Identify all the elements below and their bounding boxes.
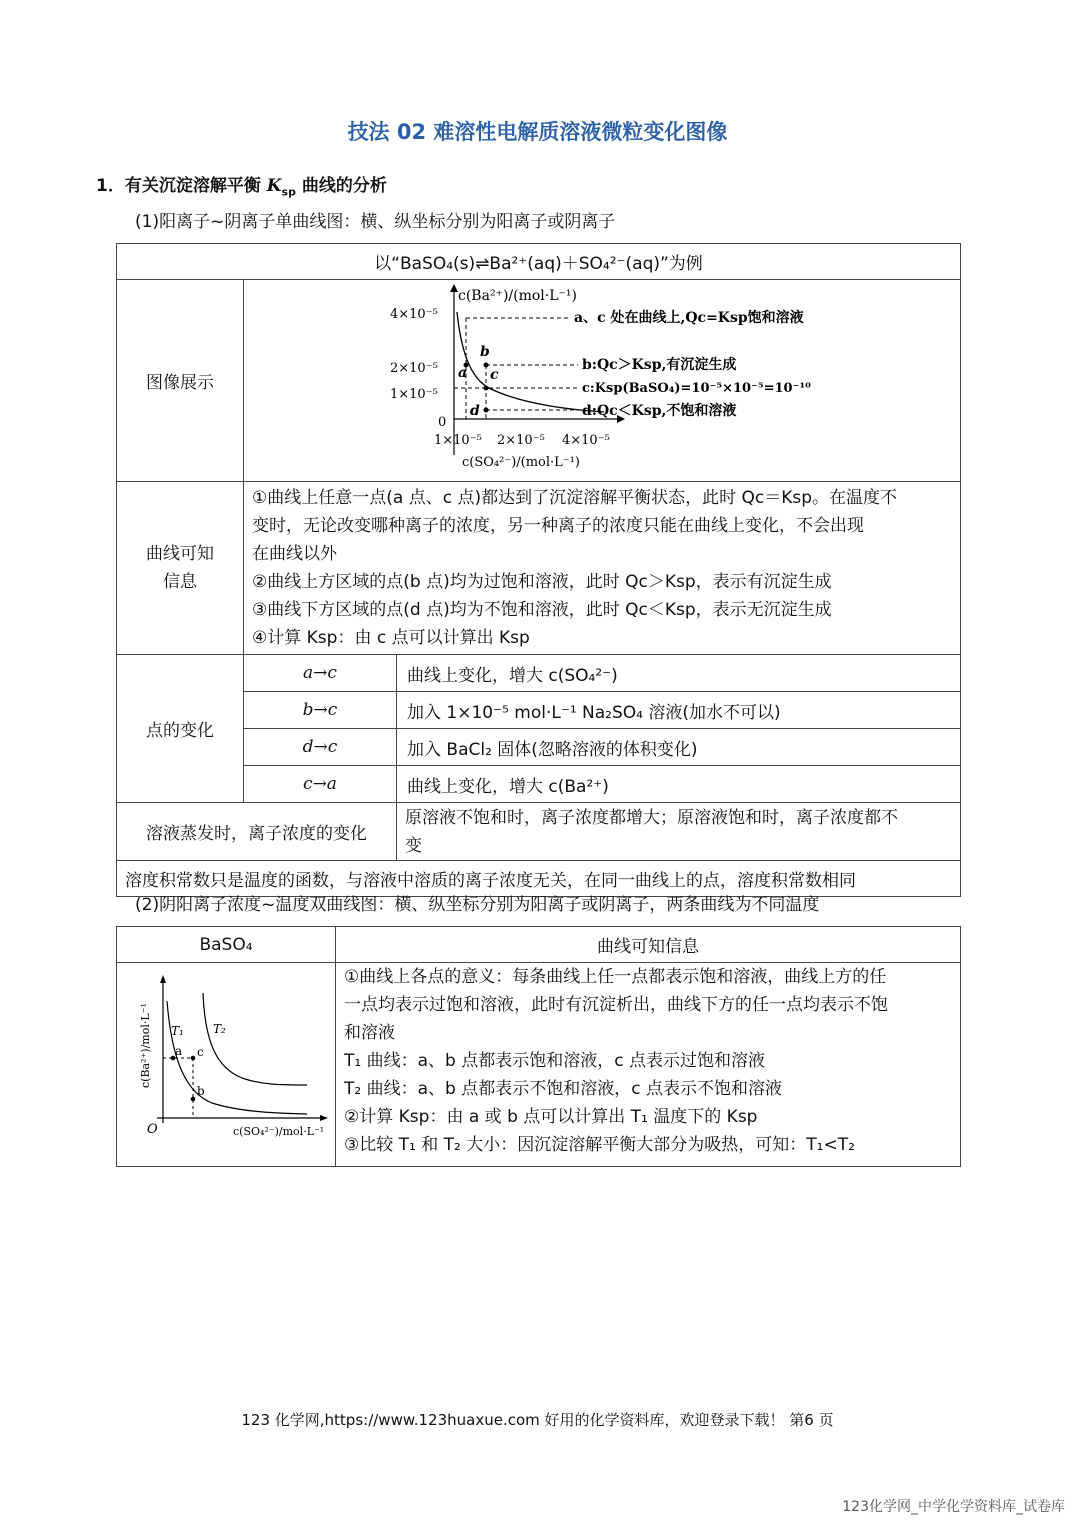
x-axis-label: c(SO₄²⁻)/(mol·L⁻¹)	[462, 455, 580, 470]
y-axis-label: c(Ba²⁺)/(mol·L⁻¹)	[458, 288, 577, 304]
info2-line: 一点均表示过饱和溶液，此时有沉淀析出，曲线下方的任一点均表示不饱	[344, 995, 888, 1015]
table-header: 以“BaSO₄(s)⇌Ba²⁺(aq)＋SO₄²⁻(aq)”为例	[117, 244, 961, 280]
graph-cell	[244, 280, 961, 482]
change-desc: 加入 1×10⁻⁵ mol·L⁻¹ Na₂SO₄ 溶液(加水不可以)	[397, 692, 961, 729]
info-line: ①曲线上任意一点(a 点、c 点)都达到了沉淀溶解平衡状态，此时 Qc＝Ksp。在温度不	[252, 488, 898, 508]
change-desc: 加入 BaCl₂ 固体(忽略溶液的体积变化)	[397, 729, 961, 766]
info-line: 在曲线以外	[252, 544, 337, 564]
x-tick-1: 1×10⁻⁵	[434, 433, 482, 448]
page-title: 技法 02 难溶性电解质溶液微粒变化图像	[347, 120, 728, 144]
info2-line: ①曲线上各点的意义：每条曲线上任一点都表示饱和溶液，曲线上方的任	[344, 967, 887, 987]
evap-desc	[397, 803, 961, 861]
point-b	[484, 363, 489, 368]
y-tick-2: 2×10⁻⁵	[390, 361, 438, 376]
col1-header: BaSO₄	[117, 927, 336, 963]
y-axis-arrow	[160, 975, 166, 983]
temperature-table	[116, 926, 961, 1167]
y-tick-0: 0	[438, 415, 447, 430]
graph2-cell	[117, 963, 336, 1167]
evap-desc-line2: 变	[405, 835, 422, 856]
info-line: ④计算 Ksp：由 c 点可以计算出 Ksp	[252, 628, 530, 648]
info2-line: 和溶液	[344, 1023, 395, 1043]
info-row-label	[117, 482, 244, 655]
temperature-graph	[117, 963, 335, 1161]
curve-t1-label: T₁	[171, 1024, 184, 1038]
change-row-label: 点的变化	[117, 655, 244, 803]
point-b	[191, 1097, 196, 1102]
page-footer: 123 化学网,https://www.123huaxue.com 好用的化学资料库，欢迎登录下载！ 第6 页	[241, 1411, 834, 1429]
ksp-table	[116, 243, 961, 897]
annotation-ac: a、c 处在曲线上,Qc=Ksp饱和溶液	[574, 310, 804, 326]
info2-cell	[336, 963, 961, 1167]
point-c	[191, 1056, 196, 1061]
info-line: ③曲线下方区域的点(d 点)均为不饱和溶液，此时 Qc＜Ksp，表示无沉淀生成	[252, 600, 832, 620]
change-desc: 曲线上变化，增大 c(SO₄²⁻)	[397, 655, 961, 692]
section-heading-prefix: 1．有关沉淀溶解平衡	[96, 176, 267, 196]
label-a: a	[175, 1044, 183, 1058]
col2-header: 曲线可知信息	[336, 927, 961, 963]
info-label-line2: 信息	[163, 572, 197, 592]
ksp-graph	[244, 280, 960, 476]
image-row-label: 图像展示	[117, 280, 244, 482]
x-tick-4: 4×10⁻⁵	[562, 433, 610, 448]
x-tick-2: 2×10⁻⁵	[497, 433, 545, 448]
subsection-2: (2)阴阳离子浓度~温度双曲线图：横、纵坐标分别为阳离子或阴离子，两条曲线为不同温度	[135, 895, 820, 915]
ksp-k: K	[266, 176, 282, 196]
subsection-1: (1)阳离子~阴离子单曲线图：横、纵坐标分别为阳离子或阴离子	[135, 212, 616, 232]
label-b: b	[480, 344, 490, 360]
info-line: ②曲线上方区域的点(b 点)均为过饱和溶液，此时 Qc＞Ksp，表示有沉淀生成	[252, 572, 832, 592]
change-from: b→c	[244, 692, 397, 729]
info2-line: T₂ 曲线：a、b 点都表示不饱和溶液，c 点表示不饱和溶液	[344, 1079, 782, 1099]
annotation-c: c:Ksp(BaSO₄)=10⁻⁵×10⁻⁵=10⁻¹⁰	[582, 381, 811, 396]
section-heading	[96, 171, 387, 198]
info2-line: ③比较 T₁ 和 T₂ 大小：因沉淀溶解平衡大部分为吸热，可知：T₁<T₂	[344, 1135, 855, 1155]
x-axis-arrow	[320, 1115, 328, 1121]
point-c	[484, 386, 489, 391]
origin-label: O	[147, 1122, 158, 1137]
x-axis-label: c(SO₄²⁻)/mol·L⁻¹	[233, 1125, 325, 1138]
label-c: c	[490, 367, 499, 383]
curve-t2-label: T₂	[213, 1022, 226, 1036]
evap-desc-line1: 原溶液不饱和时，离子浓度都增大；原溶液饱和时，离子浓度都不	[405, 807, 898, 828]
info-label-line1: 曲线可知	[146, 544, 214, 564]
label-a: a	[458, 365, 468, 381]
info2-line: ②计算 Ksp：由 a 或 b 点可以计算出 T₁ 温度下的 Ksp	[344, 1107, 758, 1127]
point-d	[484, 408, 489, 413]
change-desc: 曲线上变化，增大 c(Ba²⁺)	[397, 766, 961, 803]
y-tick-4: 4×10⁻⁵	[390, 307, 438, 322]
change-from: a→c	[244, 655, 397, 692]
annotation-d: d:Qc＜Ksp,不饱和溶液	[582, 403, 737, 419]
section-heading-rest: 曲线的分析	[295, 176, 387, 196]
watermark: 123化学网_中学化学资料库_试卷库	[842, 1499, 1065, 1515]
y-axis-arrow	[450, 284, 458, 292]
label-b: b	[197, 1084, 205, 1098]
info2-line: T₁ 曲线：a、b 点都表示饱和溶液，c 点表示过饱和溶液	[344, 1051, 765, 1071]
annotation-b: b:Qc＞Ksp,有沉淀生成	[582, 357, 737, 373]
y-tick-1: 1×10⁻⁵	[390, 387, 438, 402]
curve-t2	[203, 993, 307, 1085]
label-c: c	[197, 1045, 204, 1059]
evap-label: 溶液蒸发时，离子浓度的变化	[117, 803, 397, 861]
info-line: 变时，无论改变哪种离子的浓度，另一种离子的浓度只能在曲线上变化，不会出现	[252, 516, 864, 536]
footer-row: 溶度积常数只是温度的函数，与溶液中溶质的离子浓度无关，在同一曲线上的点，溶度积常数相同	[117, 861, 961, 897]
label-d: d	[470, 403, 480, 419]
info-cell	[244, 482, 961, 655]
change-from: d→c	[244, 729, 397, 766]
change-from: c→a	[244, 766, 397, 803]
y-axis-label: c(Ba²⁺)/mol·L⁻¹	[139, 1003, 152, 1088]
ksp-sub: sp	[281, 185, 296, 199]
